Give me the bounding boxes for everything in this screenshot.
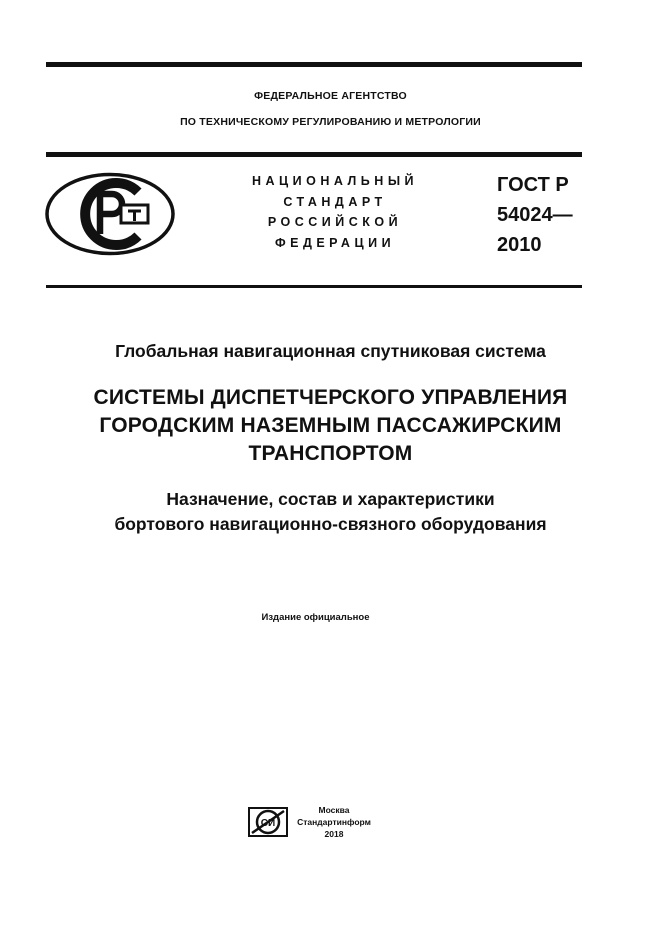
- designation-line-2: 54024—: [497, 204, 573, 226]
- designation-line-1: ГОСТ Р: [497, 174, 569, 196]
- national-standard-line-4: ФЕДЕРАЦИИ: [274, 235, 396, 250]
- document-subtitle: Глобальная навигационная спутниковая система: [115, 341, 546, 361]
- national-standard-line-3: РОССИЙСКОЙ: [267, 215, 403, 229]
- agency-line-2: ПО ТЕХНИЧЕСКОМУ РЕГУЛИРОВАНИЮ И МЕТРОЛОГИИ: [180, 116, 481, 128]
- purpose-line-2: бортового навигационно-связного оборудования: [114, 514, 547, 534]
- national-standard-line-1: НАЦИОНАЛЬНЫЙ: [251, 174, 419, 188]
- title-line-3: ТРАНСПОРТОМ: [248, 442, 413, 465]
- edition-label: Издание официальное: [261, 612, 370, 623]
- standard-designation: [497, 170, 573, 260]
- purpose-line-1: Назначение, состав и характеристики: [166, 489, 495, 509]
- title-line-1: СИСТЕМЫ ДИСПЕТЧЕРСКОГО УПРАВЛЕНИЯ: [93, 386, 568, 409]
- publisher-logo-icon: [248, 807, 288, 837]
- document-title: [0, 384, 661, 468]
- publisher-block: [294, 804, 374, 840]
- lower-rule: [46, 285, 582, 288]
- national-standard-label: [240, 171, 430, 253]
- designation-line-3: 2010: [497, 234, 542, 256]
- agency-line-1: ФЕДЕРАЛЬНОЕ АГЕНТСТВО: [254, 90, 407, 102]
- middle-rule: [46, 152, 582, 157]
- publisher-logo-text: СИ: [260, 818, 276, 829]
- rst-logo-icon: [44, 172, 176, 256]
- top-rule: [46, 62, 582, 67]
- national-standard-line-2: СТАНДАРТ: [283, 194, 387, 209]
- publisher-year: 2018: [324, 829, 344, 839]
- publisher-name: Стандартинформ: [297, 817, 371, 827]
- title-line-2: ГОРОДСКИМ НАЗЕМНЫМ ПАССАЖИРСКИМ: [99, 414, 562, 437]
- publisher-city: Москва: [318, 805, 350, 815]
- document-purpose: [0, 487, 661, 537]
